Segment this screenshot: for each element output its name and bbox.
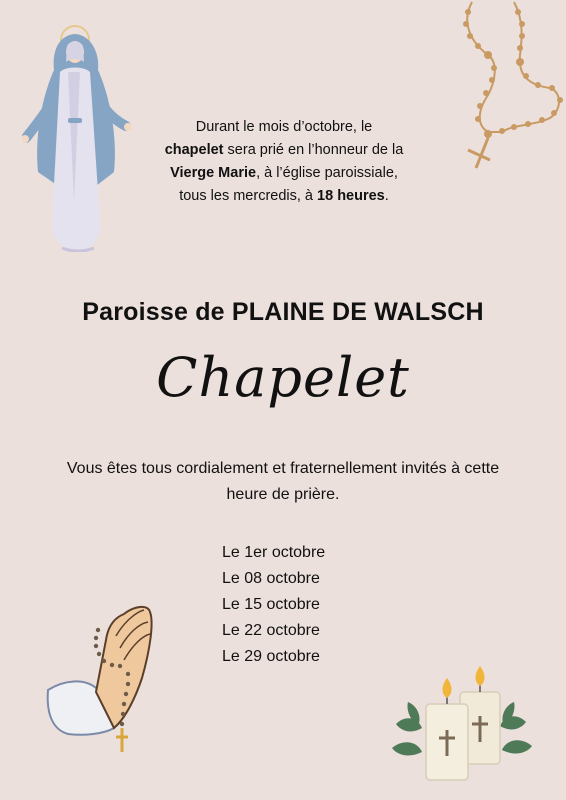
rosary-illustration [458, 0, 566, 180]
date-item: Le 08 octobre [222, 570, 320, 587]
date-item: Le 15 octobre [222, 596, 320, 613]
dates-list [180, 540, 380, 670]
intro-text-1: Durant le mois d’octobre, le [195, 119, 373, 135]
intro-vierge-marie: Vierge Marie [170, 165, 257, 181]
date-item: Le 22 octobre [222, 622, 320, 639]
intro-time: 18 heures [317, 188, 385, 204]
candles-illustration [388, 664, 538, 794]
parish-heading: Paroisse de PLAINE DE WALSCH [82, 298, 484, 326]
intro-text-2: sera prié en l’honneur de la [223, 142, 404, 158]
intro-text-4: . [384, 188, 389, 204]
intro-chapelet: chapelet [164, 142, 224, 158]
intro-text-3: , à l’église paroissiale, tous les mercredis, à [179, 165, 398, 204]
date-item: Le 1er octobre [222, 544, 326, 561]
date-item: Le 29 octobre [222, 648, 320, 665]
virgin-mary-illustration [22, 22, 132, 252]
invitation-text: Vous êtes tous cordialement et fraternellement invités à cette heure de prière. [66, 460, 500, 503]
praying-hands-illustration [44, 600, 164, 760]
page-title: Chapelet [156, 346, 410, 409]
intro-paragraph [160, 116, 408, 208]
